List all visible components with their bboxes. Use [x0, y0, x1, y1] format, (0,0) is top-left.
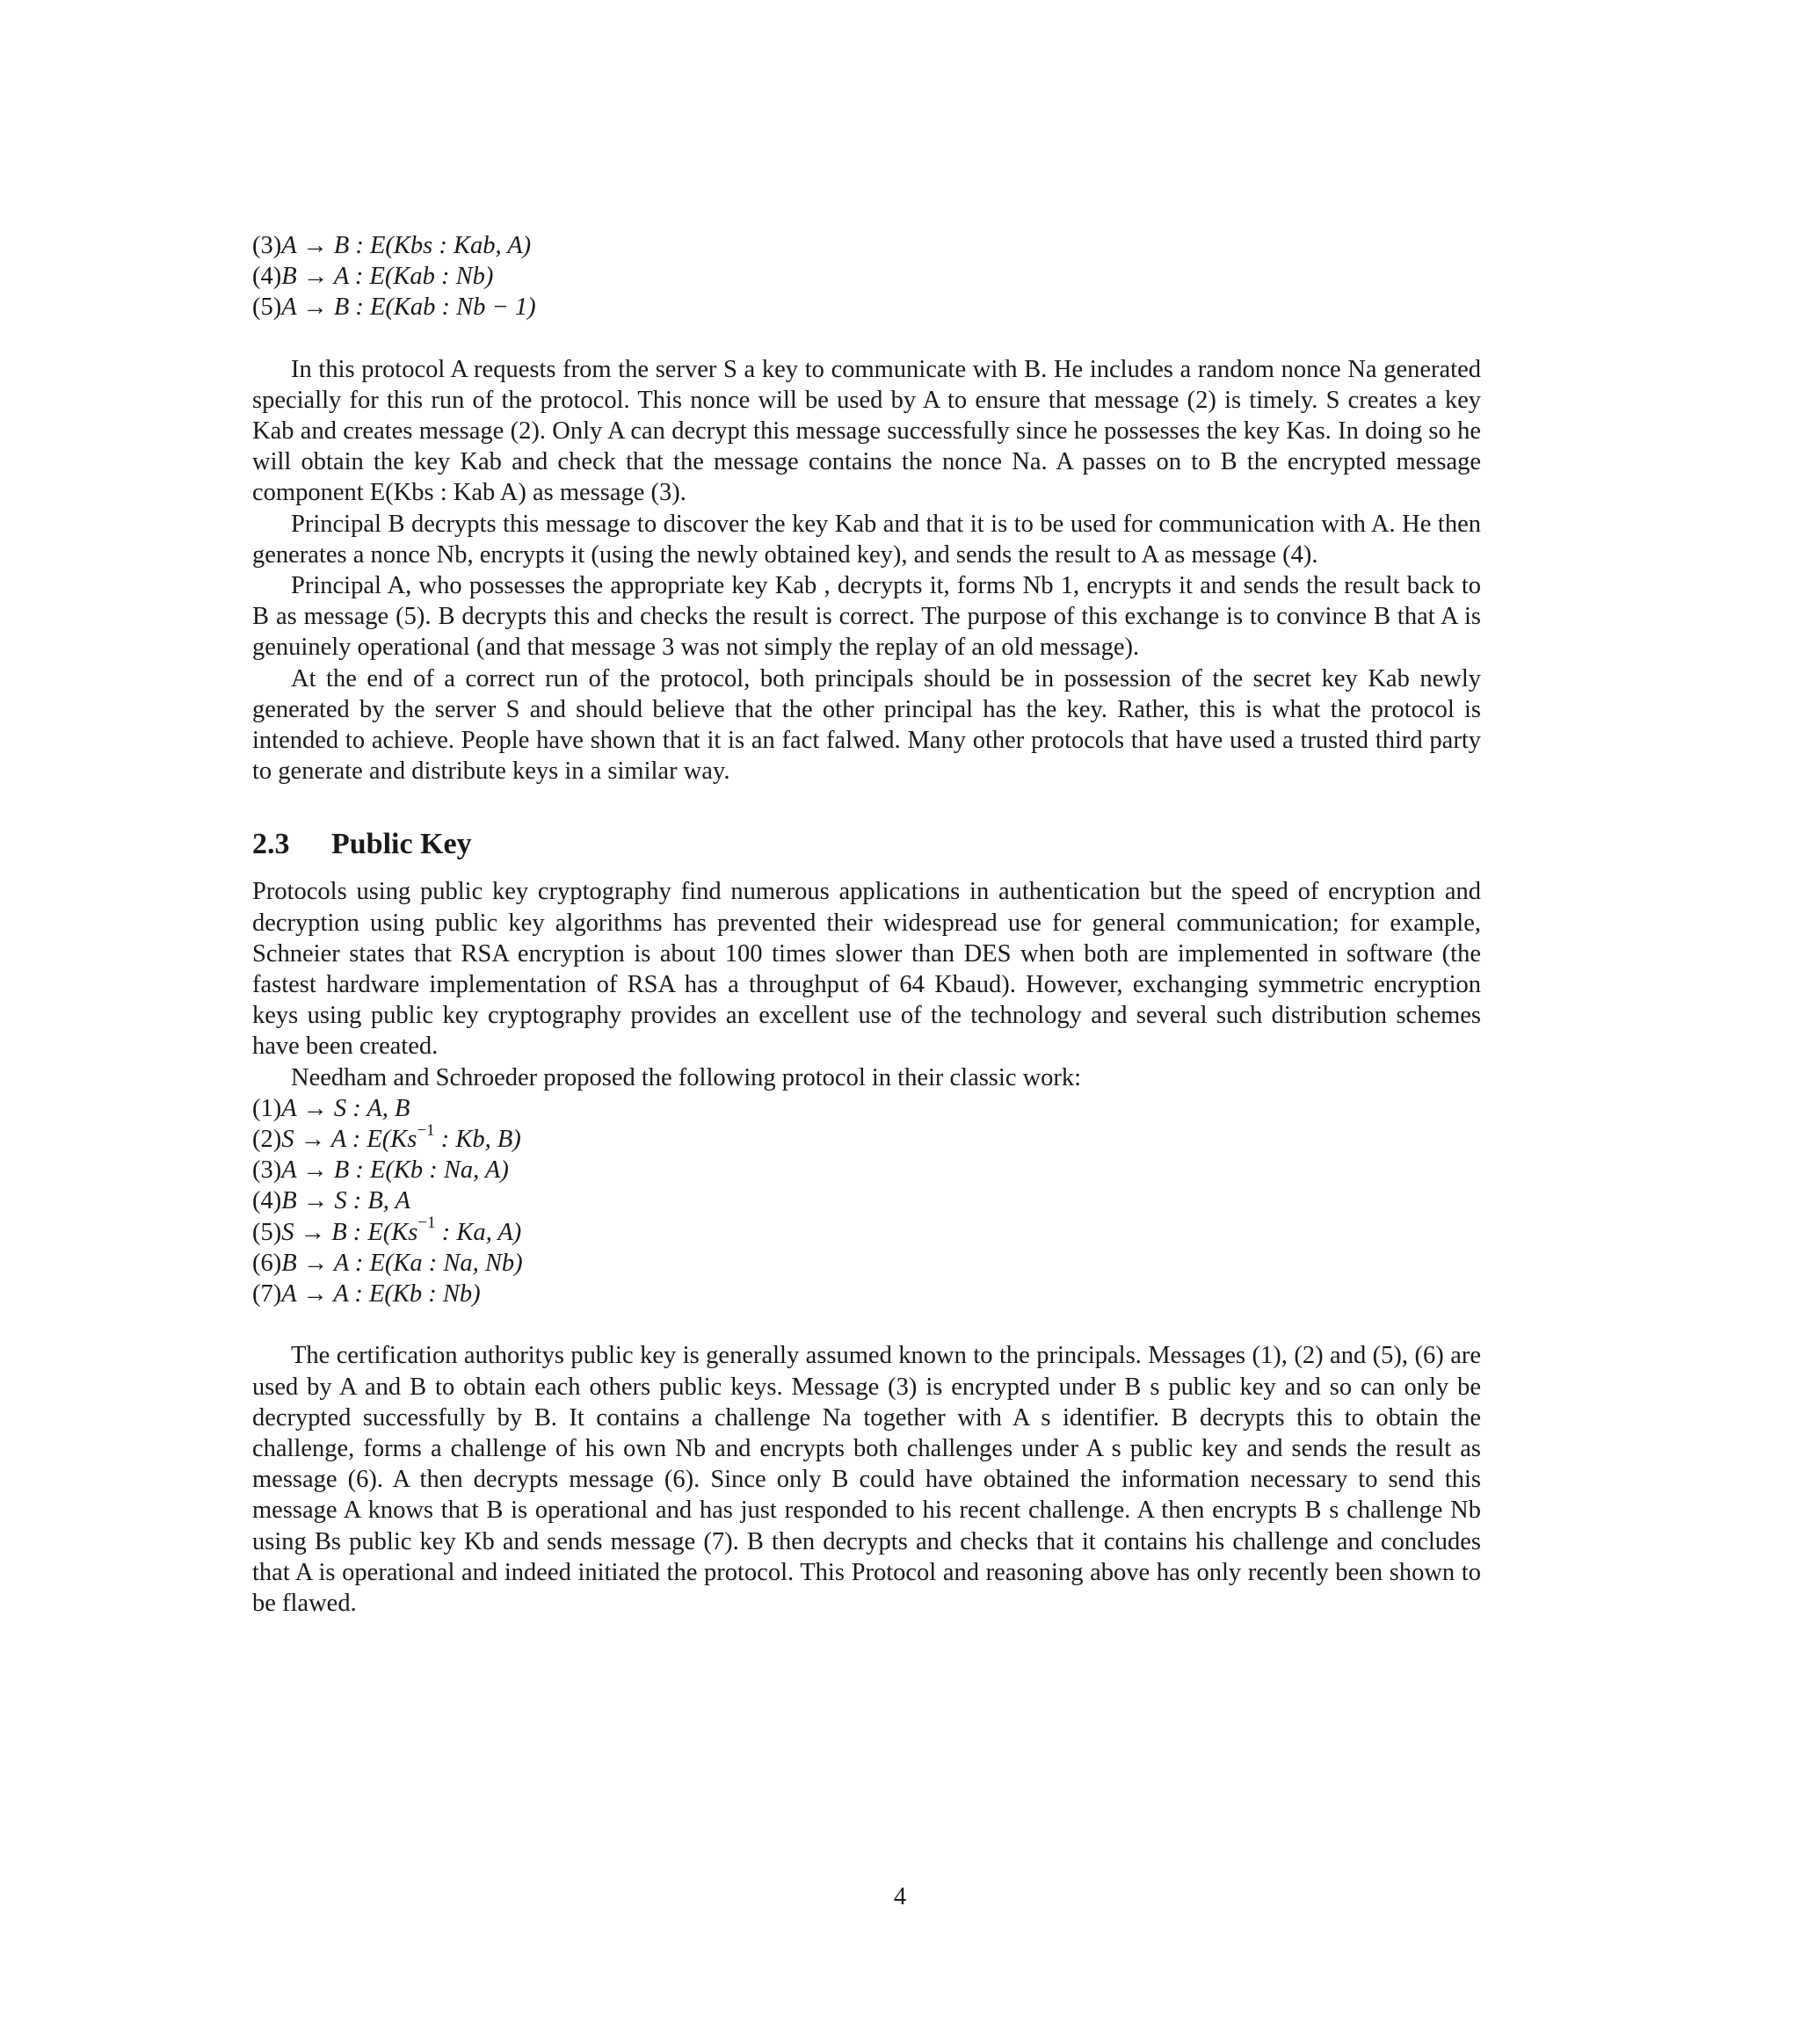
step-expression: A → B : E(Kb : Na, A) — [281, 1156, 509, 1185]
step-expression: S → B : E(Ks — [281, 1218, 418, 1246]
step-expression: B → A : E(Kab : Nb) — [281, 263, 494, 291]
body-paragraph: At the end of a correct run of the protocol, both principals should be in possession of the secret key Kab newly generated by the server S and should believe that the other principal has the key. Rather, this is what the protocol is intended to achieve. People have shown that it is an fact falwed. Many other protocols that have used a trusted third party to generate and distribute keys in a similar way. — [252, 664, 1481, 786]
body-paragraph: Principal B decrypts this message to discover the key Kab and that it is to be used for communication with A. He then generates a nonce Nb, encrypts it (using the newly obtained key), and sends the result to A as message (4). — [252, 510, 1481, 569]
step-number: (6) — [252, 1249, 282, 1277]
step-expression-tail: : Kb, B) — [434, 1126, 521, 1154]
needham-schroeder-protocol — [252, 1093, 1481, 1309]
protocol-step — [252, 1120, 1481, 1155]
section-heading — [252, 827, 1481, 862]
step-expression: S → A : E(Ks — [281, 1126, 417, 1154]
body-paragraph: Protocols using public key cryptography find numerous applications in authentication but the speed of encryption and decryption using public key algorithms has prevented their widespread use for general communication; for example, Schneier states that RSA encryption is about 100 times slower than DES when both are implemented in software (the fastest hardware implementation of RSA has a throughput of 64 Kbaud). However, exchanging symmetric encryption keys using public key cryptography provides an excellent use of the technology and several such distribution schemes have been created. — [252, 878, 1481, 1061]
step-number: (4) — [252, 263, 282, 291]
spacer — [252, 323, 1481, 354]
step-expression: B → S : B, A — [281, 1187, 410, 1215]
step-expression: B → A : E(Ka : Na, Nb) — [281, 1249, 523, 1277]
step-number: (7) — [252, 1280, 282, 1308]
protocol-step — [252, 1279, 1481, 1309]
superscript: −1 — [417, 1214, 436, 1233]
step-expression-tail: : Ka, A) — [435, 1218, 522, 1246]
body-paragraph: In this protocol A requests from the server S a key to communicate with B. He includes a random nonce Na generated specially for this run of the protocol. This nonce will be used by A to ensure that message (2) is timely. S creates a key Kab and creates message (2). Only A can decrypt this message successfully since he possesses the key Kas. In doing so he will obtain the key Kab and check that the message contains the nonce Na. A passes on to B the encrypted message component E(Kbs : Kab A) as message (3). — [252, 355, 1481, 507]
protocol-continuation — [252, 230, 1481, 323]
step-expression: A → A : E(Kb : Nb) — [281, 1280, 481, 1308]
protocol-step — [252, 1248, 1481, 1279]
body-paragraph: Needham and Schroeder proposed the following protocol in their classic work: — [291, 1063, 1082, 1091]
step-number: (2) — [252, 1126, 282, 1154]
step-number: (5) — [252, 294, 282, 322]
protocol-step — [252, 1155, 1481, 1185]
body-paragraph: The certification authoritys public key is generally assumed known to the principals. Messages (1), (2) and (5), (6) are used by A and B to obtain each others public keys. Message (3) is encrypted under B s public key and so can only be decrypted successfully by B. It contains a challenge Na together with A s identifier. B decrypts this to obtain the challenge, forms a challenge of his own Nb and encrypts both challenges under A s public key and sends the result as message (6). A then decrypts message (6). Since only B could have obtained the information necessary to send this message A knows that B is operational and has just responded to his recent challenge. A then encrypts B s challenge Nb using Bs public key Kb and sends message (7). B then decrypts and checks that it contains his challenge and concludes that A is operational and indeed initiated the protocol. This Protocol and reasoning above has only recently been shown to be flawed. — [252, 1342, 1481, 1617]
spacer — [252, 1309, 1481, 1340]
body-paragraph: Principal A, who possesses the appropriate key Kab , decrypts it, forms Nb 1, encrypts it and sends the result back to B as message (5). B decrypts this and checks the result is correct. The purpose of this exchange is to convince B that A is genuinely operational (and that message 3 was not simply the replay of an old message). — [252, 572, 1481, 662]
protocol-step — [252, 1185, 1481, 1216]
section-number: 2.3 — [252, 828, 290, 861]
step-expression: A → S : A, B — [281, 1094, 410, 1122]
step-number: (1) — [252, 1094, 282, 1122]
page-content — [252, 230, 1481, 1619]
step-number: (3) — [252, 232, 282, 259]
protocol-step — [252, 261, 1481, 292]
protocol-step — [252, 1214, 1481, 1248]
step-expression: A → B : E(Kab : Nb − 1) — [281, 294, 536, 322]
protocol-step — [252, 292, 1481, 323]
step-expression: A → B : E(Kbs : Kab, A) — [281, 232, 532, 259]
page-number: 4 — [893, 1883, 907, 1910]
section-title: Public Key — [331, 828, 472, 861]
superscript: −1 — [417, 1120, 435, 1140]
step-number: (3) — [252, 1156, 282, 1185]
protocol-step — [252, 1093, 1481, 1124]
protocol-step — [252, 230, 1481, 261]
step-number: (4) — [252, 1187, 282, 1215]
step-number: (5) — [252, 1218, 282, 1246]
